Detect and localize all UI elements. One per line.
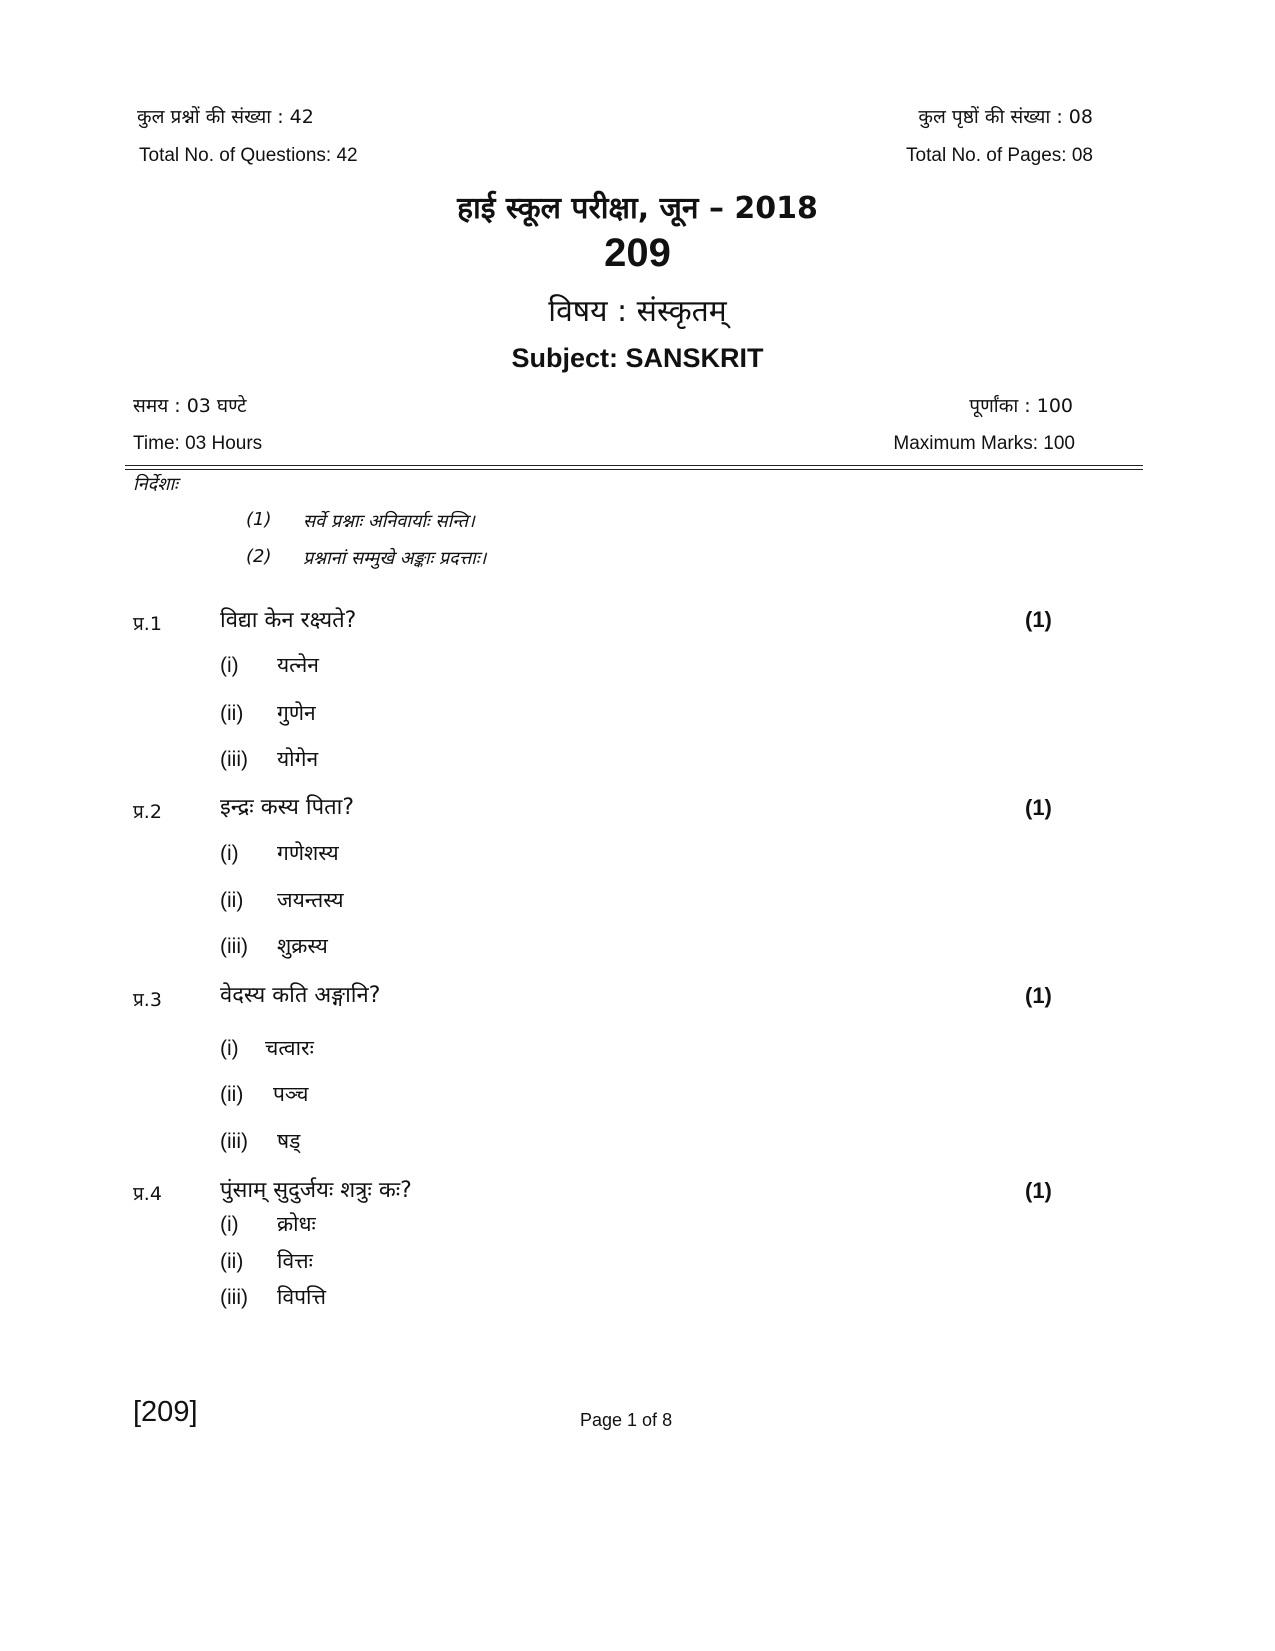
option-label: (ii) (220, 1250, 244, 1273)
total-questions-english: Total No. of Questions: 42 (139, 145, 358, 166)
question-text: पुंसाम् सुदुर्जयः शत्रुः कः? (220, 1178, 412, 1203)
max-marks-hindi: पूर्णांका : 100 (969, 395, 1073, 417)
option-label: (ii) (220, 702, 244, 725)
option-text: षड् (277, 1129, 301, 1153)
option-text: यत्नेन (277, 653, 319, 677)
option-label: (i) (220, 1037, 239, 1060)
instruction-number: (1) (246, 509, 272, 530)
option-text: क्रोधः (277, 1212, 316, 1236)
question-number: प्र.4 (133, 1183, 162, 1205)
question-marks: (1) (1025, 1178, 1052, 1203)
max-marks-english: Maximum Marks: 100 (893, 433, 1075, 454)
option-text: योगेन (277, 747, 319, 771)
option-text: गणेशस्य (277, 841, 339, 865)
question-text: विद्या केन रक्ष्यते? (220, 608, 357, 633)
question-number: प्र.1 (133, 613, 162, 635)
header-divider-top (125, 465, 1143, 466)
option-text: वित्तः (277, 1249, 313, 1273)
paper-code: 209 (604, 231, 671, 275)
total-pages-hindi: कुल पृष्ठों की संख्या : 08 (918, 106, 1093, 128)
time-english: Time: 03 Hours (133, 433, 263, 454)
option-label: (iii) (220, 748, 248, 771)
option-label: (ii) (220, 1083, 244, 1106)
option-label: (iii) (220, 1286, 248, 1309)
question-number: प्र.2 (133, 801, 162, 823)
option-label: (i) (220, 842, 239, 865)
time-hindi: समय : 03 घण्टे (133, 395, 247, 417)
question-text: इन्द्रः कस्य पिता? (220, 795, 355, 820)
option-text: शुक्रस्य (277, 934, 328, 958)
option-label: (ii) (220, 889, 244, 912)
total-questions-hindi: कुल प्रश्नों की संख्या : 42 (137, 106, 314, 128)
page-number: Page 1 of 8 (580, 1410, 673, 1430)
instruction-number: (2) (246, 546, 272, 567)
option-label: (i) (220, 1213, 239, 1236)
option-text: विपत्ति (277, 1285, 326, 1309)
footer-paper-code: [209] (133, 1396, 198, 1428)
instruction-text: सर्वे प्रश्नाः अनिवार्याः सन्ति। (303, 511, 475, 532)
subject-english: Subject: SANSKRIT (511, 343, 764, 373)
question-number: प्र.3 (133, 989, 162, 1011)
question-marks: (1) (1025, 795, 1052, 820)
question-marks: (1) (1025, 607, 1052, 632)
option-label: (iii) (220, 935, 248, 958)
option-text: पञ्च (273, 1082, 309, 1106)
header-divider-bottom (125, 469, 1143, 470)
instructions-heading: निर्देशाः (133, 474, 178, 495)
question-text: वेदस्य कति अङ्गानि? (220, 983, 381, 1008)
subject-hindi: विषय : संस्कृतम् (548, 294, 727, 329)
instruction-text: प्रश्नानां सम्मुखे अङ्काः प्रदत्ताः। (303, 548, 487, 569)
option-text: चत्वारः (265, 1036, 314, 1060)
option-text: जयन्तस्य (277, 888, 344, 912)
option-label: (iii) (220, 1130, 248, 1153)
question-marks: (1) (1025, 983, 1052, 1008)
option-text: गुणेन (277, 701, 316, 725)
exam-title: हाई स्कूल परीक्षा, जून – 2018 (457, 191, 818, 226)
option-label: (i) (220, 654, 239, 677)
total-pages-english: Total No. of Pages: 08 (906, 145, 1093, 166)
